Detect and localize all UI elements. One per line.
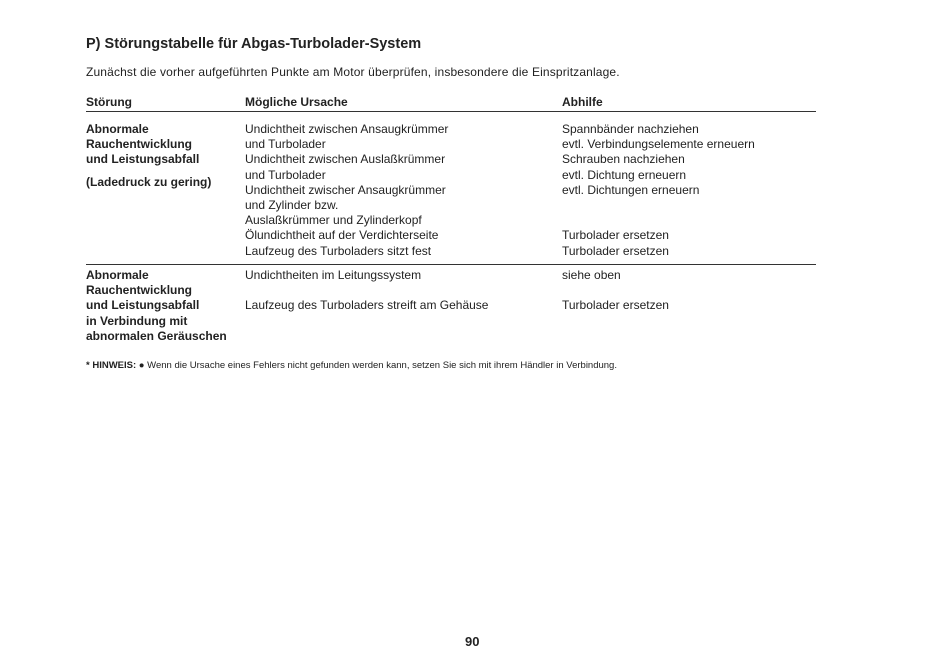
remedy-line: Turbolader ersetzen — [562, 243, 669, 258]
bullet-icon: ● — [138, 360, 145, 371]
cause-line: Ölundichtheit auf der Verdichterseite — [245, 228, 439, 243]
remedy-line: evtl. Verbindungselemente erneuern — [562, 137, 755, 152]
fault-line: Rauchentwicklung — [86, 137, 193, 152]
group2-cause — [245, 268, 488, 314]
header-remedy: Abhilfe — [562, 95, 603, 109]
intro-text: Zunächst die vorher aufgeführten Punkte am Motor überprüfen, insbesondere die Einspritzanlage. — [86, 65, 620, 79]
group-divider-rule — [86, 264, 816, 265]
fault-line: Abnormale — [86, 268, 149, 282]
fault-line: (Ladedruck zu gering) — [86, 175, 212, 190]
cause-line: und Turbolader — [245, 137, 326, 152]
remedy-line: Schrauben nachziehen — [562, 152, 685, 167]
page-number: 90 — [465, 634, 480, 649]
group1-fault — [86, 122, 211, 190]
remedy-line: evtl. Dichtung erneuern — [562, 167, 687, 182]
group2-fault — [86, 268, 227, 344]
remedy-line-empty — [562, 213, 755, 228]
group2-remedy — [562, 268, 669, 314]
section-title: P) Störungstabelle für Abgas-Turbolader-System — [86, 36, 422, 52]
remedy-line-empty — [562, 283, 669, 298]
fault-line: Abnormale — [86, 122, 149, 136]
fault-line: und Leistungsabfall — [86, 152, 200, 167]
cause-line: Undichtheit zwischen Ansaugkrümmer — [245, 122, 449, 136]
remedy-line: evtl. Dichtungen erneuern — [562, 182, 700, 197]
remedy-line: Spannbänder nachziehen — [562, 122, 699, 136]
cause-line: Laufzeug des Turboladers sitzt fest — [245, 243, 432, 258]
fault-line: Rauchentwicklung — [86, 283, 193, 298]
group1-remedy — [562, 122, 755, 259]
remedy-line: Turbolader ersetzen — [562, 298, 669, 313]
header-cause: Mögliche Ursache — [245, 95, 348, 109]
remedy-line: Turbolader ersetzen — [562, 228, 669, 243]
cause-line: Undichtheit zwischen Auslaßkrümmer — [245, 152, 446, 167]
hinweis-note — [86, 360, 617, 371]
cause-line: und Turbolader — [245, 167, 326, 182]
header-fault: Störung — [86, 95, 132, 109]
cause-line-empty — [245, 283, 488, 298]
hinweis-text: Wenn die Ursache eines Fehlers nicht gefunden werden kann, setzen Sie sich mit ihrem Händler in Verbindung. — [147, 360, 617, 371]
group1-cause — [245, 122, 448, 259]
cause-line: Undichtheiten im Leitungssystem — [245, 268, 422, 282]
hinweis-label: * HINWEIS: — [86, 360, 137, 371]
fault-line: abnormalen Geräuschen — [86, 328, 227, 343]
spacer — [86, 168, 211, 176]
cause-line: Undichtheit zwischer Ansaugkrümmer — [245, 182, 446, 197]
fault-line: in Verbindung mit — [86, 313, 188, 328]
fault-line: und Leistungsabfall — [86, 298, 200, 313]
header-rule — [86, 111, 816, 112]
remedy-line: siehe oben — [562, 268, 621, 282]
cause-line: und Zylinder bzw. — [245, 197, 339, 212]
remedy-line-empty — [562, 198, 755, 213]
cause-line: Auslaßkrümmer und Zylinderkopf — [245, 213, 422, 228]
cause-line: Laufzeug des Turboladers streift am Gehäuse — [245, 298, 489, 313]
